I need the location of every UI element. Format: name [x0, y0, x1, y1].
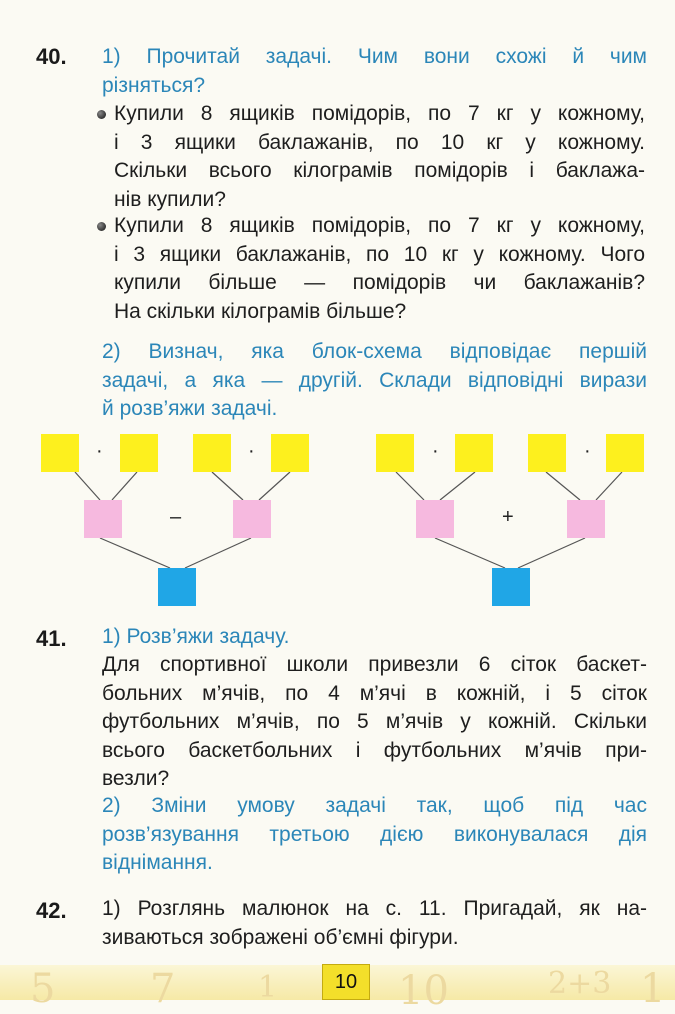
pink-block	[567, 500, 605, 538]
task-42-number: 42.	[36, 898, 67, 923]
yellow-block	[41, 434, 79, 472]
task-42-text	[102, 895, 647, 952]
task-41-part1: 1) Розв’яжи задачу.	[102, 625, 290, 648]
problem-2-line: і 3 ящики баклажанів, по 10 кг у кожному. Чого	[114, 242, 645, 266]
yellow-block	[455, 434, 493, 472]
decorative-digit-icon: 2+3	[548, 966, 612, 1001]
task-41-problem	[102, 651, 647, 794]
decorative-digit-icon: 7	[150, 966, 176, 1012]
problem-2-line: купили більше — помідорів чи баклажанів?	[114, 271, 645, 294]
yellow-block	[271, 434, 309, 472]
task-40-number: 40.	[36, 44, 67, 69]
decorative-digit-icon: 5	[30, 966, 56, 1012]
task-41-part2-line: віднімання.	[102, 851, 213, 874]
multiply-sign: ·	[96, 440, 103, 462]
yellow-block	[606, 434, 644, 472]
problem-1-line: і 3 ящики баклажанів, по 10 кг у кожному.	[114, 130, 645, 154]
decorative-digit-icon: 1	[258, 970, 278, 1005]
task-42-line: зиваються зображені об’ємні фігури.	[102, 925, 459, 949]
yellow-block	[120, 434, 158, 472]
yellow-block	[528, 434, 566, 472]
pink-block	[233, 500, 271, 538]
task-41-problem-line: везли?	[102, 767, 170, 790]
task-40-part2-line: й розв’яжи задачі.	[102, 397, 278, 420]
plus-sign: +	[502, 506, 514, 528]
blue-block	[158, 568, 196, 606]
task-41-problem-line: всього баскетбольних і футбольних м’ячів при-	[102, 738, 647, 762]
task-42-line: 1) Розглянь малюнок на с. 11. Пригадай, як на-	[102, 897, 647, 920]
multiply-sign: ·	[248, 440, 255, 462]
yellow-block	[376, 434, 414, 472]
yellow-block	[193, 434, 231, 472]
task-41-part2-line: 2) Зміни умову задачі так, щоб під час	[102, 794, 647, 817]
task-40-part1-line1: 1) Прочитай задачі. Чим вони схожі й чим	[102, 45, 647, 68]
task-41-problem-line: больних м’ячів, по 4 м’ячі в кожній, і 5 сіток	[102, 681, 647, 705]
problem-2-line: Купили 8 ящиків помідорів, по 7 кг у кожному,	[114, 214, 645, 237]
task-41-problem-line: футбольних м’ячів, по 5 м’ячів у кожній. Скільки	[102, 710, 647, 733]
task-41-part2	[102, 792, 647, 878]
multiply-sign: ·	[432, 440, 439, 462]
task-40-part2-line: 2) Визнач, яка блок-схема відповідає першій	[102, 340, 647, 363]
decorative-digit-icon: 1	[640, 966, 666, 1012]
blue-block	[492, 568, 530, 606]
minus-sign: –	[170, 506, 182, 528]
task-41-problem-line: Для спортивної школи привезли 6 сіток баскет-	[102, 653, 647, 676]
task-41-number: 41.	[36, 626, 67, 651]
problem-1-line: нів купили?	[114, 187, 226, 211]
multiply-sign: ·	[584, 440, 591, 462]
problem-1-line: Купили 8 ящиків помідорів, по 7 кг у кожному,	[114, 102, 645, 125]
task-40-part2-line: задачі, а яка — другій. Склади відповідні вирази	[102, 368, 647, 392]
problem-2-line: На скільки кілограмів більше?	[114, 299, 407, 323]
pink-block	[84, 500, 122, 538]
page-number: 10	[322, 964, 370, 1000]
task-41-part2-line: розв’язування третьою дією виконувалася дія	[102, 822, 647, 846]
decorative-digit-icon: 10	[398, 968, 449, 1014]
task-40-part1-line2: різняться?	[102, 73, 206, 97]
problem-1-line: Скільки всього кілограмів помідорів і баклажа-	[114, 159, 645, 182]
pink-block	[416, 500, 454, 538]
